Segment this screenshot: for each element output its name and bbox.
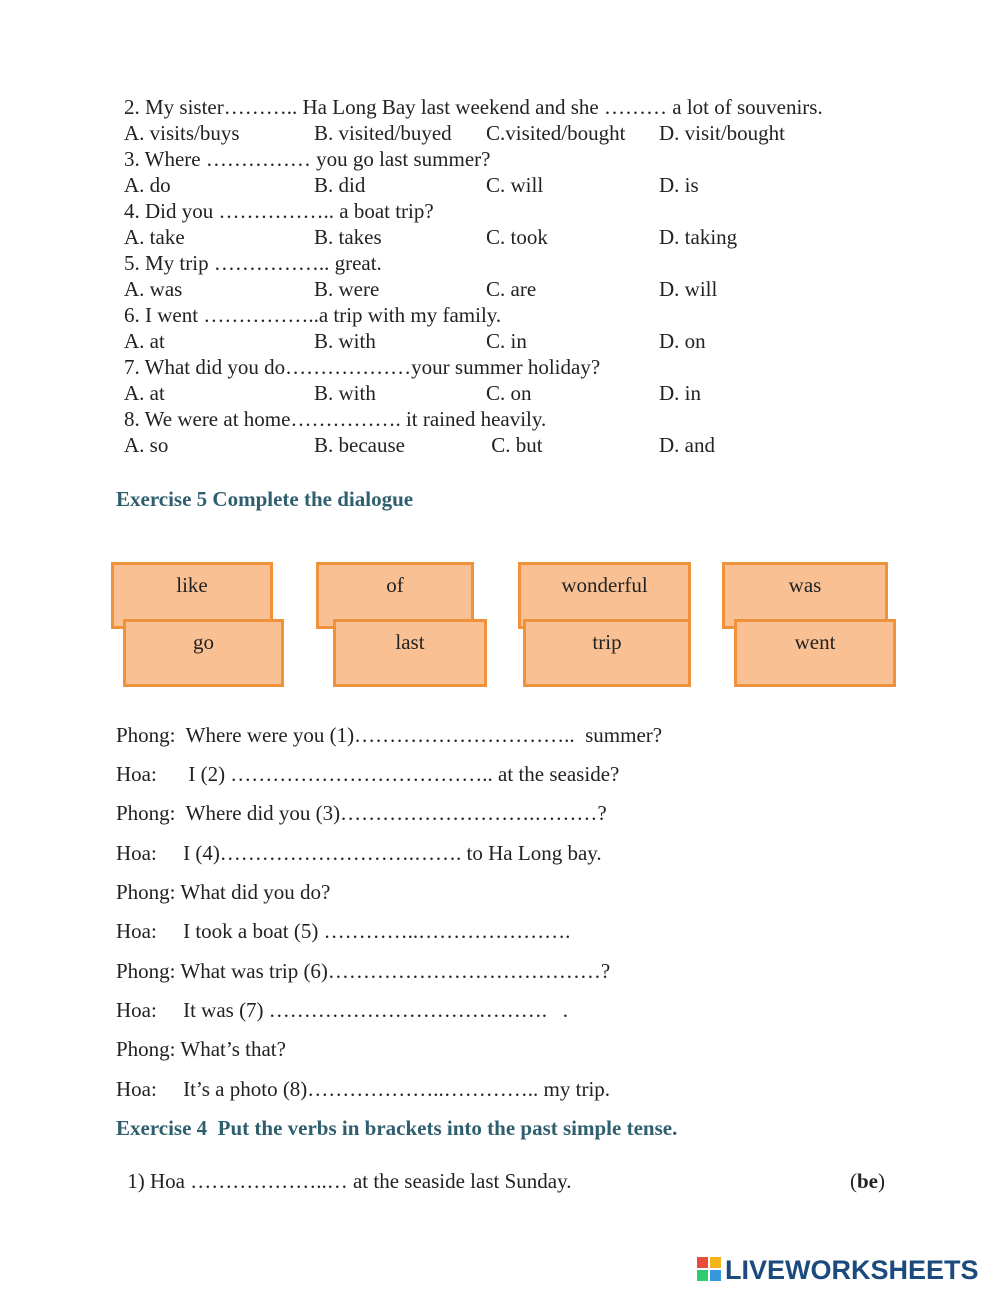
word-card-trip[interactable]: trip: [523, 619, 691, 687]
option-c: C. but: [486, 433, 543, 457]
word-card-like[interactable]: like: [111, 562, 273, 629]
gap: [157, 762, 189, 786]
word-card-wonderful[interactable]: wonderful: [518, 562, 691, 629]
line-text: It’s a photo (8)………………..………….. my trip.: [183, 1077, 611, 1101]
line-text: I (2) ……………………………….. at the seaside?: [188, 762, 620, 786]
option-c: C. are: [486, 277, 537, 301]
question-6: 6. I went ……………..a trip with my family.: [124, 303, 502, 327]
option-a: A. do: [124, 173, 171, 197]
speaker: Phong:: [116, 959, 176, 983]
logo-square-yellow: [710, 1257, 721, 1268]
bracket-open: (: [850, 1169, 857, 1193]
speaker: Phong:: [116, 801, 176, 825]
word-card-was[interactable]: was: [722, 562, 888, 629]
gap: [157, 919, 183, 943]
bracket-close: ): [878, 1169, 885, 1193]
speaker: Hoa:: [116, 998, 157, 1022]
line-text: What’s that?: [180, 1037, 286, 1061]
dialogue-line-1: [116, 723, 662, 748]
dialogue-line-8: [116, 998, 568, 1023]
word-card-of[interactable]: of: [316, 562, 474, 629]
question-4: 4. Did you …………….. a boat trip?: [124, 199, 434, 223]
logo-square-blue: [710, 1270, 721, 1281]
gap: [176, 723, 186, 747]
option-d: D. and: [659, 433, 715, 457]
logo-text: LIVEWORKSHEETS: [725, 1254, 979, 1285]
question-8: 8. We were at home……………. it rained heavily.: [124, 407, 547, 431]
option-c: C. will: [486, 173, 544, 197]
option-d: D. is: [659, 173, 699, 197]
option-a: A. so: [124, 433, 169, 457]
option-d: D. taking: [659, 225, 738, 249]
option-d: D. in: [659, 381, 701, 405]
question-2: 2. My sister……….. Ha Long Bay last weekend and she ……… a lot of souvenirs.: [124, 95, 823, 119]
dialogue-line-7: [116, 959, 610, 984]
word-card-went[interactable]: went: [734, 619, 896, 687]
liveworksheets-logo: [697, 1254, 979, 1286]
verb-hint-be: be: [857, 1169, 878, 1193]
option-d: D. on: [659, 329, 706, 353]
line-text: Where did you (3)……………………….………?: [185, 801, 607, 825]
option-c: C. in: [486, 329, 527, 353]
gap: [157, 841, 183, 865]
question-7: 7. What did you do………………your summer holiday?: [124, 355, 601, 379]
dialogue-line-5: [116, 880, 330, 905]
exercise5-title: Exercise 5 Complete the dialogue: [116, 487, 414, 511]
speaker: Hoa:: [116, 762, 157, 786]
line-text: What did you do?: [180, 880, 331, 904]
exercise4-title: Exercise 4 Put the verbs in brackets into the past simple tense.: [116, 1116, 678, 1140]
word-card-last[interactable]: last: [333, 619, 487, 687]
exercise4-item-1: 1) Hoa ………………..… at the seaside last Sunday.: [122, 1169, 572, 1193]
gap: [157, 1077, 183, 1101]
gap: [157, 998, 183, 1022]
dialogue-line-2: [116, 762, 619, 787]
line-text: What was trip (6)…………………………………?: [180, 959, 611, 983]
option-d: D. visit/bought: [659, 121, 786, 145]
dialogue-line-3: [116, 801, 607, 826]
speaker: Hoa:: [116, 919, 157, 943]
option-a: A. visits/buys: [124, 121, 240, 145]
option-a: A. take: [124, 225, 185, 249]
option-c: C.visited/bought: [486, 121, 626, 145]
option-b: B. with: [314, 381, 376, 405]
dialogue-line-9: [116, 1037, 286, 1062]
option-d: D. will: [659, 277, 718, 301]
option-a: A. at: [124, 329, 165, 353]
option-b: B. takes: [314, 225, 382, 249]
option-c: C. took: [486, 225, 548, 249]
dialogue-line-10: [116, 1077, 610, 1102]
word-card-go[interactable]: go: [123, 619, 284, 687]
option-c: C. on: [486, 381, 532, 405]
line-text: I took a boat (5) …………..………………….: [183, 919, 571, 943]
dialogue-line-6: [116, 919, 570, 944]
logo-square-green: [697, 1270, 708, 1281]
option-b: B. because: [314, 433, 405, 457]
line-text: It was (7) …………………………………. .: [183, 998, 569, 1022]
speaker: Phong:: [116, 1037, 176, 1061]
speaker: Phong:: [116, 723, 176, 747]
question-3: 3. Where …………… you go last summer?: [124, 147, 491, 171]
option-a: A. at: [124, 381, 165, 405]
logo-icon: [697, 1257, 723, 1283]
logo-square-red: [697, 1257, 708, 1268]
line-text: I (4)……………………….……. to Ha Long bay.: [183, 841, 602, 865]
line-text: Where were you (1)………………………….. summer?: [185, 723, 663, 747]
speaker: Hoa:: [116, 841, 157, 865]
speaker: Hoa:: [116, 1077, 157, 1101]
option-b: B. with: [314, 329, 376, 353]
option-b: B. visited/buyed: [314, 121, 452, 145]
question-5: 5. My trip …………….. great.: [124, 251, 382, 275]
speaker: Phong:: [116, 880, 176, 904]
dialogue-line-4: [116, 841, 602, 866]
verb-hint: [850, 1168, 885, 1194]
option-b: B. were: [314, 277, 380, 301]
option-a: A. was: [124, 277, 183, 301]
option-b: B. did: [314, 173, 366, 197]
gap: [176, 801, 186, 825]
